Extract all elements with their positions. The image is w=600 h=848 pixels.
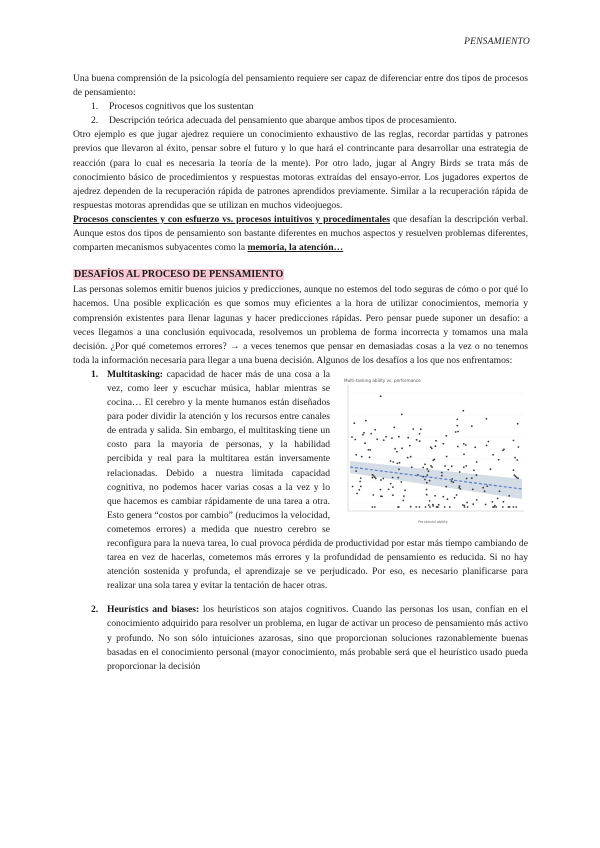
scatter-point bbox=[442, 443, 444, 445]
scatter-point bbox=[486, 485, 488, 487]
scatter-point bbox=[513, 506, 515, 508]
scatter-point bbox=[390, 460, 392, 462]
scatter-point bbox=[392, 476, 394, 478]
multitasking-term: Multitasking: bbox=[107, 368, 163, 380]
scatter-point bbox=[363, 432, 365, 434]
scatter-point bbox=[426, 468, 428, 470]
process-list bbox=[73, 100, 528, 128]
scatter-point bbox=[515, 506, 517, 508]
scatter-point bbox=[380, 479, 382, 481]
scatter-point bbox=[472, 503, 474, 505]
scatter-point bbox=[383, 439, 385, 441]
scatter-point bbox=[462, 504, 464, 506]
scatter-point bbox=[382, 477, 384, 479]
scatter-point bbox=[392, 461, 394, 463]
scatter-point bbox=[356, 492, 358, 494]
scatter-point bbox=[499, 490, 501, 492]
scatter-point bbox=[411, 466, 413, 468]
scatter-point bbox=[372, 494, 374, 496]
scatter-point bbox=[455, 431, 457, 433]
scatter-point bbox=[445, 486, 447, 488]
scatter-point bbox=[456, 494, 458, 496]
document-body bbox=[73, 72, 528, 674]
scatter-point bbox=[360, 485, 362, 487]
scatter-point bbox=[398, 436, 400, 438]
scatter-point bbox=[425, 506, 427, 508]
scatter-point bbox=[396, 462, 398, 464]
scatter-point bbox=[462, 410, 464, 412]
scatter-point bbox=[429, 480, 431, 482]
scatter-point bbox=[400, 481, 402, 483]
scatter-point bbox=[410, 456, 412, 458]
scatter-point bbox=[482, 487, 484, 489]
scatter-point bbox=[419, 440, 421, 442]
heuristics-term: Heurístics and biases: bbox=[107, 604, 200, 616]
section-heading: DESAFÍOS AL PROCESO DE PENSAMIENTO bbox=[74, 269, 284, 281]
scatter-point bbox=[457, 430, 459, 432]
scatter-point bbox=[476, 474, 478, 476]
scatter-point bbox=[355, 470, 357, 472]
scatter-point bbox=[415, 506, 417, 508]
scatter-point bbox=[422, 466, 424, 468]
scatter-point bbox=[484, 490, 486, 492]
scatter-point bbox=[463, 466, 465, 468]
scatter-point bbox=[490, 468, 492, 470]
scatter-point bbox=[420, 428, 422, 430]
processes-term: Procesos conscientes y con esfuerzo vs. procesos intuitivos y procedimentales bbox=[73, 213, 391, 225]
scatter-point bbox=[466, 477, 468, 479]
intro-paragraph: Una buena comprensión de la psicología del pensamiento requiere ser capaz de diferenciar entre dos tipos de procesos de pensamiento: bbox=[73, 73, 528, 99]
scatter-point bbox=[508, 495, 510, 497]
scatter-point bbox=[432, 505, 434, 507]
scatter-point bbox=[402, 499, 404, 501]
scatter-point bbox=[368, 449, 370, 451]
scatter-point bbox=[360, 477, 362, 479]
scatter-point bbox=[517, 423, 519, 425]
scatter-point bbox=[454, 497, 456, 499]
scatter-point bbox=[399, 462, 401, 464]
scatter-point bbox=[456, 418, 458, 420]
scatter-point bbox=[428, 504, 430, 506]
scatter-point bbox=[364, 442, 366, 444]
chess-paragraph: Otro ejemplo es que jugar ajedrez requiere un conocimiento exhaustivo de las reglas, recordar partidas y patrones previos que llevaron al éxito, pensar sobre el futuro y lo que hará el contrincante para desarrollar una estrategia de reacción (para lo cual es necesaria la teoría de la mente). Por otro lado, jugar al Angry Birds se trata más de conocimiento básico de procedimientos y respuestas motoras extraídas del ensayo-error. Los jugadores expertos de ajedrez dependen de la recuperación rápida de patrones aprendidos previamente. Similar a la recuperación rápida de respuestas motoras aprendidas que se utilizan en muchos videojuegos. bbox=[73, 129, 528, 211]
list-item: 1. Procesos cognitivos que los sustentan bbox=[91, 101, 254, 113]
heuristics-item: 2. Heurístics and biases: los heurísticos son atajos cognitivos. Cuando las personas los usan, confían en el conocimiento adquirido para resolver un problema, en lugar de activar un proceso de pensamiento más activo y profundo. No son sólo intuiciones azarosas, sino que proporcionan soluciones razonablemente buenas basadas en el conocimiento personal (mayor conocimiento, más probable será que el heurístico usado pueda proporcionar la decisión bbox=[91, 604, 528, 672]
scatter-plot bbox=[338, 373, 528, 527]
scatter-point bbox=[502, 449, 504, 451]
scatter-point bbox=[435, 440, 437, 442]
scatter-point bbox=[412, 428, 414, 430]
scatter-point bbox=[431, 447, 433, 449]
scatter-point bbox=[463, 453, 465, 455]
scatter-point bbox=[409, 445, 411, 447]
scatter-point bbox=[371, 506, 373, 508]
scatter-point bbox=[444, 506, 446, 508]
scatter-point bbox=[459, 471, 461, 473]
scatter-point bbox=[422, 476, 424, 478]
scatter-point bbox=[513, 439, 515, 441]
scatter-point bbox=[374, 429, 376, 431]
scatter-point bbox=[392, 494, 394, 496]
memory-attention-term: memoria, la atención… bbox=[247, 242, 344, 254]
scatter-point bbox=[426, 482, 428, 484]
scatter-point bbox=[365, 420, 367, 422]
scatter-point bbox=[434, 495, 436, 497]
scatter-point bbox=[472, 488, 474, 490]
scatter-point bbox=[376, 438, 378, 440]
scatter-point bbox=[467, 506, 469, 508]
scatter-point bbox=[398, 468, 400, 470]
scatter-point bbox=[424, 478, 426, 480]
figure-title: Multi-tasking ability vs. performance bbox=[344, 377, 421, 383]
scatter-point bbox=[401, 413, 403, 415]
scatter-point bbox=[361, 456, 363, 458]
scatter-point bbox=[438, 504, 440, 506]
scatter-point bbox=[362, 434, 364, 436]
scatter-point bbox=[474, 446, 476, 448]
scatter-point bbox=[444, 465, 446, 467]
scatter-point bbox=[492, 501, 494, 503]
scatter-point bbox=[447, 469, 449, 471]
scatter-point bbox=[407, 437, 409, 439]
scatter-point bbox=[471, 477, 473, 479]
scatter-point bbox=[391, 437, 393, 439]
scatter-point bbox=[396, 451, 398, 453]
scatter-point bbox=[518, 446, 520, 448]
scatter-point bbox=[459, 488, 461, 490]
scatter-point bbox=[494, 505, 496, 507]
scatter-point bbox=[488, 440, 490, 442]
scatter-point bbox=[516, 459, 518, 461]
scatter-point bbox=[476, 499, 478, 501]
scatter-point bbox=[465, 444, 467, 446]
scatter-point bbox=[502, 506, 504, 508]
scatter-point bbox=[513, 469, 515, 471]
scatter-point bbox=[426, 494, 428, 496]
scatter-point bbox=[449, 506, 451, 508]
scatter-point bbox=[442, 496, 444, 498]
scatter-point bbox=[374, 506, 376, 508]
scatter-point bbox=[503, 501, 505, 503]
scatter-figure bbox=[338, 373, 528, 527]
scatter-point bbox=[446, 455, 448, 457]
scatter-point bbox=[358, 489, 360, 491]
scatter-point bbox=[476, 461, 478, 463]
scatter-point bbox=[375, 477, 377, 479]
scatter-point bbox=[359, 480, 361, 482]
scatter-point bbox=[380, 489, 382, 491]
scatter-point bbox=[352, 485, 354, 487]
scatter-point bbox=[486, 418, 488, 420]
scatter-point bbox=[369, 449, 371, 451]
scatter-point bbox=[380, 495, 382, 497]
multitasking-item: 1. Multi-tasking ability vs. performance Perceived ability Multitasking: capacidad de hacer más de una cosa a la vez, como leer y escuchar música, hablar mientras se cocina… El cerebro y la mente humanos están diseñados para poder dividir la atención y los recursos entre canales de entrada y salida. Sin embargo, el multitasking tiene un costo para la mayoría de personas, y la habilidad percibida y real para la multitarea están inversamente relacionadas. Debido a nuestra limitada capacidad cognitiva, no podemos hacer varias cosas a la vez y lo que hacemos es cambiar rápidamente de una tarea a otra. Esto genera “costos por cambio” (reducimos la velocidad, cometemos errores) a medida que nuestro cerebro se reconfigura para la nueva tarea, lo cual provoca pérdida de productividad por estar más tiempo cambiando de tarea en vez de hacerlas, cometemos más errores y la profundidad de pensamiento es reducida. Si no hay atención sostenida y profunda, el aprendizaje se ve perjudicado. Por eso, es necesario planificarse para realizar una sola tarea y evitar la tentación de hacer otras. bbox=[91, 368, 528, 592]
scatter-point bbox=[485, 503, 487, 505]
scatter-point bbox=[517, 477, 519, 479]
scatter-point bbox=[428, 470, 430, 472]
scatter-point bbox=[473, 469, 475, 471]
scatter-point bbox=[397, 477, 399, 479]
scatter-point bbox=[369, 456, 371, 458]
scatter-point bbox=[355, 454, 357, 456]
scatter-point bbox=[392, 486, 394, 488]
scatter-point bbox=[466, 501, 468, 503]
scatter-point bbox=[351, 436, 353, 438]
scatter-point bbox=[390, 483, 392, 485]
scatter-point bbox=[353, 422, 355, 424]
scatter-point bbox=[394, 448, 396, 450]
scatter-point bbox=[465, 465, 467, 467]
scatter-point bbox=[441, 472, 443, 474]
scatter-point bbox=[354, 438, 356, 440]
scatter-point bbox=[486, 444, 488, 446]
scatter-point bbox=[431, 466, 433, 468]
scatter-point bbox=[447, 498, 449, 500]
scatter-point bbox=[451, 480, 453, 482]
scatter-point bbox=[380, 395, 382, 397]
scatter-point bbox=[401, 447, 403, 449]
scatter-point bbox=[498, 459, 500, 461]
scatter-point bbox=[441, 475, 443, 477]
scatter-point bbox=[398, 506, 400, 508]
scatter-point bbox=[456, 425, 458, 427]
scatter-point bbox=[434, 458, 436, 460]
scatter-point bbox=[471, 425, 473, 427]
x-axis-label: Perceived ability bbox=[418, 519, 448, 524]
scatter-point bbox=[403, 495, 405, 497]
scatter-point bbox=[463, 443, 465, 445]
scatter-point bbox=[437, 506, 439, 508]
scatter-point bbox=[451, 465, 453, 467]
scatter-point bbox=[452, 481, 454, 483]
list-item: 2. Descripción teórica adecuada del pensamiento que abarque ambos tipos de procesamiento. bbox=[91, 115, 457, 127]
scatter-point bbox=[424, 463, 426, 465]
scatter-point bbox=[429, 506, 431, 508]
scatter-point bbox=[419, 433, 421, 435]
scatter-point bbox=[419, 506, 421, 508]
scatter-point bbox=[404, 489, 406, 491]
scatter-point bbox=[393, 426, 395, 428]
scatter-point bbox=[457, 445, 459, 447]
challenges-paragraph: Las personas solemos emitir buenos juicios y predicciones, aunque no estemos del todo seguras de cómo o por qué lo hacemos. Una posible explicación es que somos muy eficientes a la hora de utilizar conocimientos, memoria y comprensión existentes para llenar lagunas y hacer predicciones rápidas. Pero pensar puede suponer un desafío: a veces llegamos a una conclusión equivocada, resolvemos un problema de forma incorrecta y tomamos una mala decisión. ¿Por qué cometemos errores? → a veces tenemos que pensar en demasiadas cosas a la vez o no tenemos toda la información necesaria para llegar a una buena decisión. Algunos de los desafíos a los que nos enfrentamos: bbox=[73, 284, 528, 366]
scatter-point bbox=[388, 488, 390, 490]
scatter-point bbox=[426, 474, 428, 476]
scatter-point bbox=[495, 506, 497, 508]
scatter-point bbox=[459, 485, 461, 487]
scatter-point bbox=[508, 506, 510, 508]
scatter-point bbox=[445, 435, 447, 437]
scatter-point bbox=[407, 457, 409, 459]
scatter-point bbox=[410, 506, 412, 508]
scatter-point bbox=[464, 506, 466, 508]
scatter-point bbox=[416, 439, 418, 441]
scatter-point bbox=[385, 436, 387, 438]
scatter-point bbox=[514, 457, 516, 459]
scatter-point bbox=[497, 497, 499, 499]
scatter-point bbox=[426, 488, 428, 490]
scatter-point bbox=[372, 477, 374, 479]
scatter-point bbox=[435, 445, 437, 447]
processes-paragraph: Procesos conscientes y con esfuerzo vs. procesos intuitivos y procedimentales que desafían la descripción verbal. Aunque estos dos tipos de pensamiento son bastante diferentes en muchos aspectos y resuelven problemas diferentes, comparten mecanismos subyacentes como la memoria, la atención… bbox=[73, 213, 529, 254]
scatter-point bbox=[429, 500, 431, 502]
scatter-point bbox=[492, 454, 494, 456]
scatter-point bbox=[370, 433, 372, 435]
page-header: PENSAMIENTO bbox=[464, 37, 530, 47]
